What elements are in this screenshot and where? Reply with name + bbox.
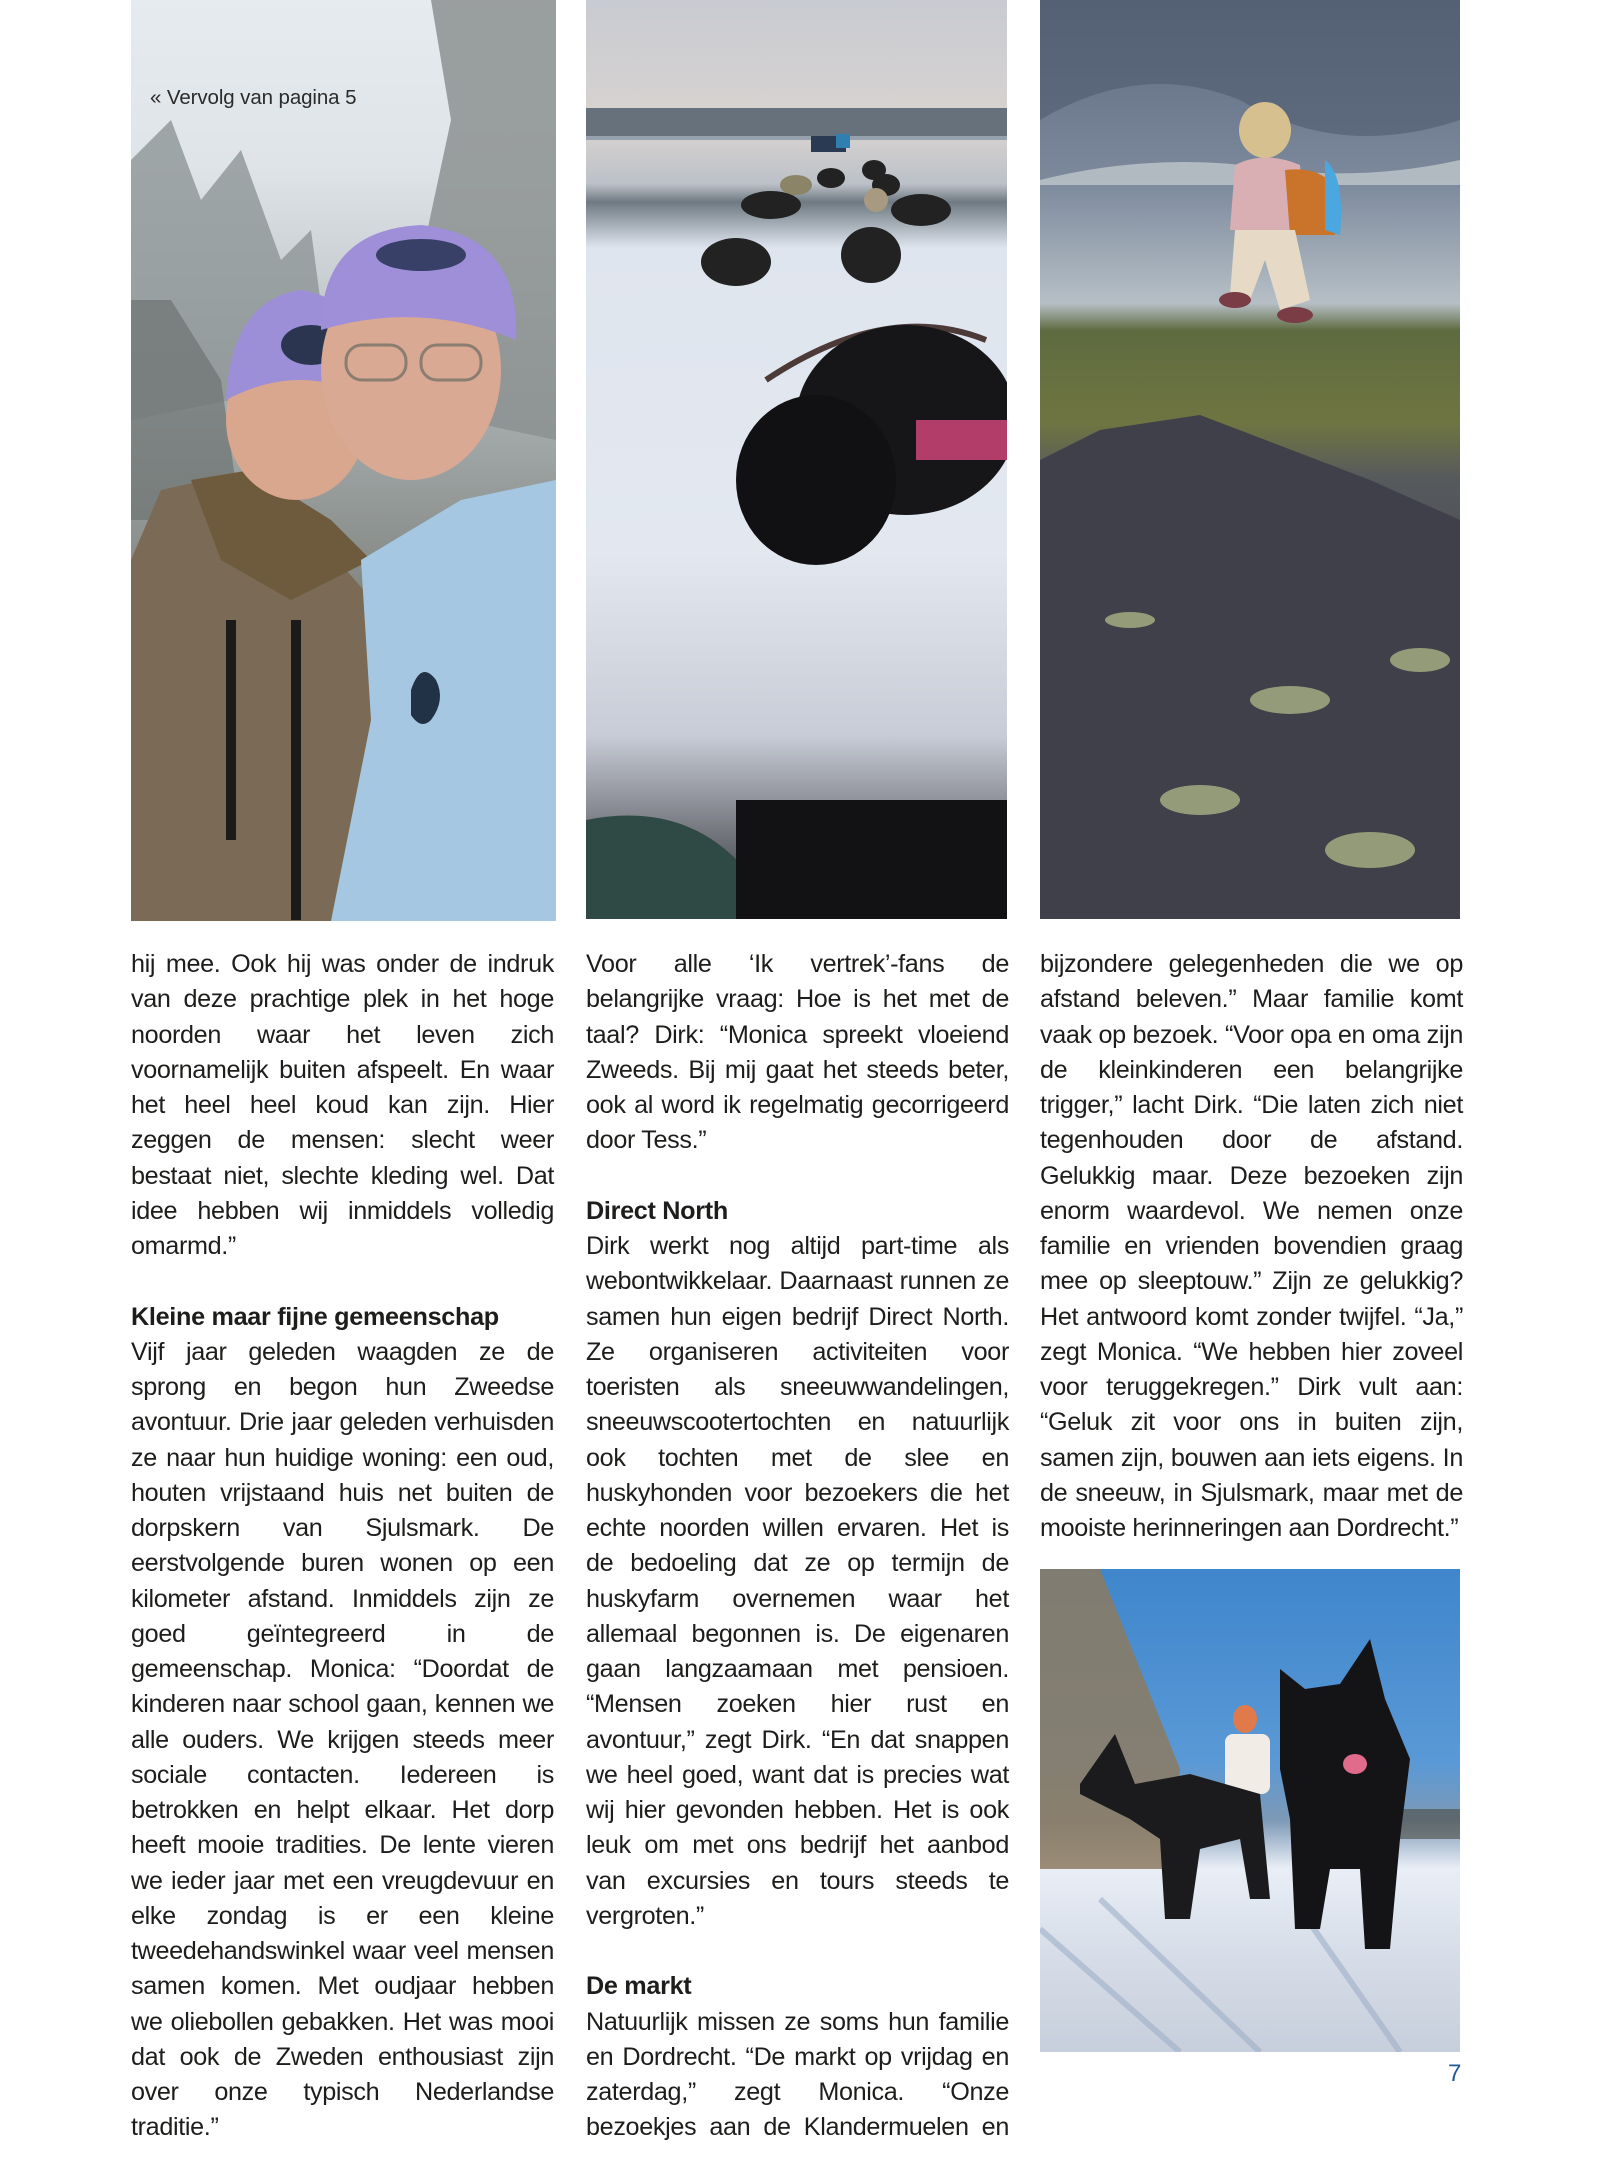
- photo-couple-selfie-art: [131, 0, 556, 921]
- photo-dog-sled-art: [586, 0, 1007, 919]
- article-column-1: [131, 947, 554, 2146]
- photo-child-on-rock: [1040, 0, 1460, 919]
- paragraph: hij mee. Ook hij was onder de indruk van deze prachtige plek in het hoge noorden waar het leven zich voornamelijk buiten afspeelt. En waar het heel heel koud kan zijn. Hier zeggen de mensen: slecht weer bestaat niet, slechte kleding wel. Dat idee hebben wij inmiddels volledig omarmd.”: [131, 950, 554, 1260]
- paragraph: Natuurlijk missen ze soms hun familie en Dordrecht. “De markt op vrijdag en zaterdag,” zegt Monica. “Onze bezoekjes aan de Klandermuelen en: [586, 2007, 1009, 2142]
- subheading-direct-north: Direct North: [586, 1196, 728, 1225]
- photo-dogs-snow-art: [1040, 1569, 1460, 2052]
- paragraph: Vijf jaar geleden waagden ze de sprong en begon hun Zweedse avontuur. Drie jaar geleden verhuisden ze naar hun huidige woning: een oud, houten vrijstaand huis net buiten de dorpskern van Sjulsmark. De eerstvolgende buren wonen op een kilometer afstand. Inmiddels zijn ze goed geïntegreerd in de gemeenschap. Monica: “Doordat de kinderen naar school gaan, kennen we alle ouders. We krijgen steeds meer sociale contacten. Iedereen is betrokken en helpt elkaar. Het dorp heeft mooie tradities. De lente vieren we ieder jaar met een vreugdevuur en elke zondag is er een kleine tweedehandswinkel waar veel mensen samen komen. Met oudjaar hebben we oliebollen gebakken. Het was mooi dat ook de Zweden enthousiast zijn over onze typisch Nederlandse traditie.”: [131, 1337, 554, 2142]
- photo-couple-selfie: [131, 0, 556, 921]
- photo-dog-sled: [586, 0, 1007, 919]
- paragraph-gap: [586, 1934, 1009, 1969]
- paragraph-gap: [586, 1159, 1009, 1194]
- photo-dogs-snow: [1040, 1569, 1460, 2052]
- article-column-2: [586, 947, 1009, 2146]
- subheading-de-markt: De markt: [586, 1972, 692, 2001]
- photo-child-on-rock-art: [1040, 0, 1460, 919]
- paragraph: Voor alle ‘Ik vertrek’-fans de belangrijke vraag: Hoe is het met de taal? Dirk: “Monica spreekt vloeiend Zweeds. Bij mij gaat het steeds beter, ook al word ik regelmatig gecorrigeerd door Tess.”: [586, 950, 1009, 1155]
- continued-from-label: « Vervolg van pagina 5: [150, 86, 357, 109]
- subheading-kleine-maar-fijne-gemeenschap: Kleine maar fijne gemeenschap: [131, 1302, 499, 1331]
- article-column-3: [1040, 947, 1463, 1546]
- page-number: 7: [1448, 2060, 1462, 2087]
- paragraph: bijzondere gelegenheden die we op afstand beleven.” Maar familie komt vaak op bezoek. “Voor opa en oma zijn de kleinkinderen een belangrijke trigger,” lacht Dirk. “Die laten zich niet tegenhouden door de afstand. Gelukkig maar. Deze bezoeken zijn enorm waardevol. We nemen onze familie en vrienden bovendien graag mee op sleeptouw.” Zijn ze gelukkig? Het antwoord komt zonder twijfel. “Ja,” zegt Monica. “We hebben hier zoveel voor teruggekregen.” Dirk vult aan: “Geluk zit voor ons in buiten zijn, samen zijn, bouwen aan iets eigens. In de sneeuw, in Sjulsmark, maar met de mooiste herinneringen aan Dordrecht.”: [1040, 950, 1463, 1542]
- paragraph-gap: [131, 1264, 554, 1299]
- paragraph: Dirk werkt nog altijd part-time als webontwikkelaar. Daarnaast runnen ze samen hun eigen bedrijf Direct North. Ze organiseren activiteiten voor toeristen als sneeuwwandelingen, sneeuwscootertochten en natuurlijk ook tochten met de slee en huskyhonden voor bezoekers die het echte noorden willen ervaren. Het is de bedoeling dat ze op termijn de huskyfarm overnemen waar het allemaal begonnen is. De eigenaren gaan langzaamaan met pensioen. “Mensen zoeken hier rust en avontuur,” zegt Dirk. “En dat snappen we heel goed, want dat is precies wat wij hier gevonden hebben. Het is ook leuk om met ons bedrijf het aanbod van excursies en tours steeds te vergroten.”: [586, 1232, 1009, 1930]
